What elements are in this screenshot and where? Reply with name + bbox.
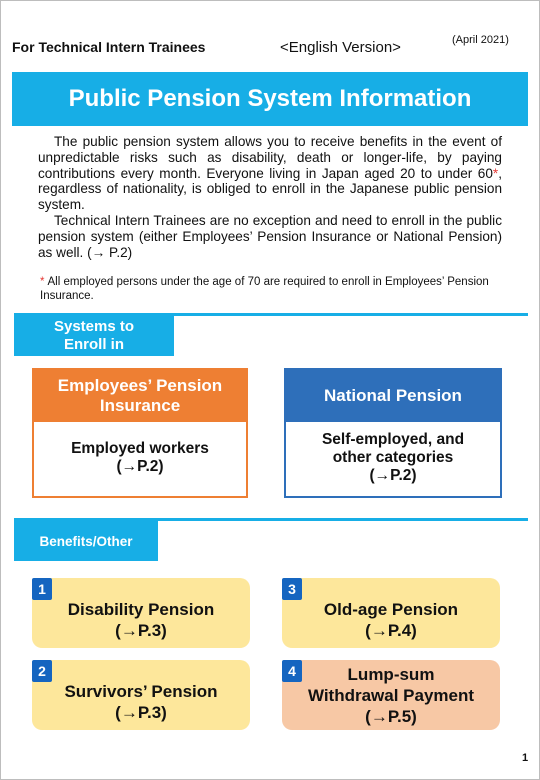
section-tab-benefits [14,521,158,561]
epi-title: Employees’ Pension Insurance [57,376,223,415]
benefit-number-badge: 1 [32,578,52,600]
benefit-ref: (→P.3) [115,621,167,640]
benefit-lump-sum-withdrawal [282,660,500,730]
epi-body [34,422,246,494]
asterisk-mark: * [492,165,499,181]
benefit-label: Disability Pension [67,600,215,619]
benefit-text [282,664,500,727]
np-header [286,370,500,422]
np-box [284,368,502,498]
benefit-old-age-pension [282,578,500,648]
epi-ref: (→P.2) [116,458,164,475]
epi-box [32,368,248,498]
footnote-text: All employed persons under the age of 70 are required to enroll in Employees’ Pension Insurance. [40,276,489,302]
benefit-label: Old-age Pension [323,600,459,619]
benefit-disability-pension [32,578,250,648]
audience-label: For Technical Intern Trainees [12,39,206,55]
date-label: (April 2021) [452,34,509,46]
benefit-label: Lump-sum Withdrawal Payment [307,664,475,705]
version-label: <English Version> [280,39,401,56]
benefit-label: Survivors’ Pension [64,682,218,701]
epi-desc: Employed workers [71,440,209,457]
intro-paragraph-1 [38,134,502,213]
benefit-text [324,599,458,641]
page-title: Public Pension System Information [68,85,472,112]
section-tab-systems [14,316,174,356]
benefit-number-badge: 2 [32,660,52,682]
benefit-text [68,599,214,641]
benefit-ref: (→P.5) [365,706,417,726]
footnote-asterisk: * [40,276,45,288]
benefit-number-badge: 3 [282,578,302,600]
benefit-number-badge: 4 [282,660,302,682]
np-body [286,422,500,494]
section-tab-systems-label: Systems to Enroll in [53,318,135,353]
np-desc: Self-employed, and other categories [321,431,465,466]
title-banner [12,72,528,126]
intro-p1-text-end: , regardless of nationality, is obliged to enroll in the Japanese public pension system. [38,165,502,213]
benefit-ref: (→P.3) [115,703,167,722]
intro-paragraph-2: Technical Intern Trainees are no exception and need to enroll in the public pension system (either Employees’ Pension Insurance or National Pension) as well. (→ P.2) [38,212,502,260]
intro-text [38,134,502,260]
footnote [40,275,510,303]
benefit-text [64,681,217,723]
benefit-ref: (→P.4) [365,621,417,640]
np-ref: (→P.2) [369,467,417,484]
intro-p1-text: The public pension system allows you to receive benefits in the event of unpredictable risks such as disability, death or longer-life, by paying contributions every month. Everyone living in Japan aged 20 to under 60 [38,134,502,181]
epi-header [34,370,246,422]
benefit-survivors-pension [32,660,250,730]
page-number: 1 [522,752,529,764]
np-title: National Pension [324,386,462,405]
section-tab-benefits-label: Benefits/Other [39,533,133,549]
